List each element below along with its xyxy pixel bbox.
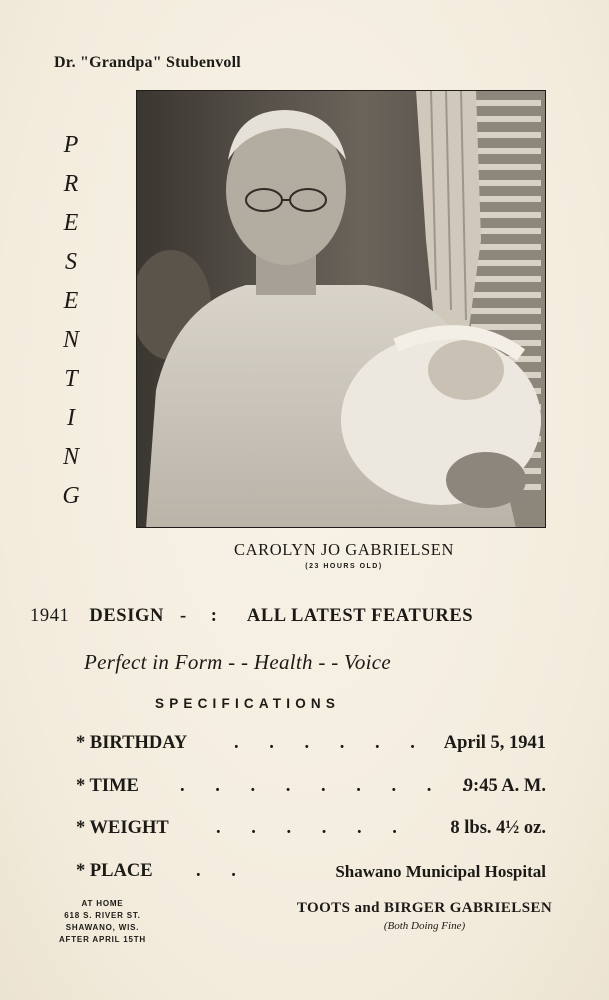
spec-value: 9:45 A. M. — [463, 776, 546, 796]
presenting-letter: I — [67, 405, 75, 431]
home-address-line: AT HOME — [81, 899, 124, 908]
spec-leader-dots: . . . . . . . . . — [180, 776, 480, 796]
spec-value: 8 lbs. 4½ oz. — [450, 818, 546, 838]
presenting-letter: T — [64, 366, 78, 392]
specifications-heading: SPECIFICATIONS — [155, 696, 341, 711]
spec-label: * PLACE — [76, 861, 153, 881]
spec-row-time — [76, 776, 546, 806]
tagline: Perfect in Form - - Health - - Voice — [84, 650, 392, 674]
baby-name: CAROLYN JO GABRIELSEN — [234, 540, 454, 559]
presenting-letter: E — [63, 210, 79, 236]
design-year: 1941 — [30, 606, 70, 626]
baby-age: (23 HOURS OLD) — [305, 563, 383, 570]
parents-note: (Both Doing Fine) — [383, 920, 466, 932]
spec-row-birthday — [76, 733, 546, 763]
spec-leader-dots: . . . . . . — [216, 818, 410, 838]
spec-label: * TIME — [76, 776, 139, 796]
presenting-vertical-title — [56, 126, 86, 516]
design-word: DESIGN — [89, 606, 164, 626]
design-separator: - : — [179, 606, 227, 626]
presenting-letter: S — [65, 249, 77, 275]
home-address-line: SHAWANO, WIS. — [65, 923, 140, 932]
home-address-line: AFTER APRIL 15TH — [58, 935, 147, 944]
presenting-letter: G — [62, 483, 80, 509]
design-line — [30, 606, 550, 627]
spec-label: * BIRTHDAY — [76, 733, 188, 753]
home-address-line: 618 S. RIVER ST. — [64, 911, 141, 920]
presenting-letter: N — [62, 444, 79, 470]
spec-value: Shawano Municipal Hospital — [335, 862, 546, 881]
spec-label: * WEIGHT — [76, 818, 169, 838]
presenting-letter: R — [63, 171, 79, 197]
presenting-letter: E — [63, 288, 79, 314]
home-address — [40, 898, 165, 946]
design-features: ALL LATEST FEATURES — [246, 606, 474, 626]
spec-value: April 5, 1941 — [443, 733, 546, 753]
spec-row-place — [76, 861, 546, 891]
spec-row-weight — [76, 818, 546, 848]
spec-leader-dots: . . . . . . — [234, 733, 428, 753]
presenting-letter: P — [63, 132, 79, 158]
attribution-text: Dr. "Grandpa" Stubenvoll — [54, 54, 241, 71]
spec-leader-dots: . . — [196, 861, 249, 881]
parents-names: TOOTS and BIRGER GABRIELSEN — [296, 900, 553, 916]
doctor-with-baby-photo — [136, 90, 546, 528]
presenting-letter: N — [62, 327, 79, 353]
